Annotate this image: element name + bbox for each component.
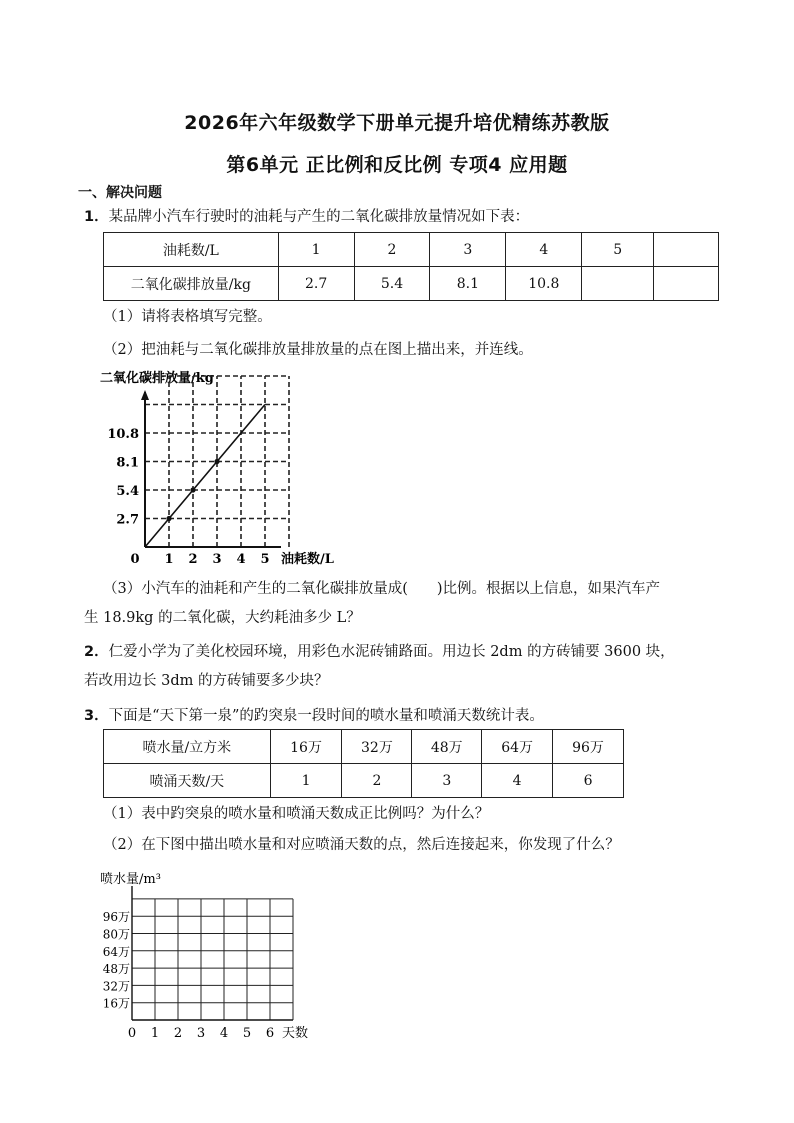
question-1 [84,206,529,228]
x-tick-label: 2 [188,552,198,567]
table-row [104,267,719,301]
table-cell: 1 [270,764,342,798]
chart-tick-labels [103,910,274,1041]
origin-label: 0 [130,552,140,567]
table-cell: 10.8 [506,267,582,301]
q1-sub3-line2: 生 18.9kg 的二氧化碳，大约耗油多少 L？ [84,610,361,626]
table-cell: 96万 [553,730,624,764]
x-tick-label: 4 [236,552,246,567]
question-text: 某品牌小汽车行驶时的油耗与产生的二氧化碳排放量情况如下表： [108,209,530,225]
question-number: 3． [84,708,109,724]
table-cell: 4 [482,764,553,798]
table-cell: 2.7 [278,267,354,301]
x-tick-label: 5 [242,1026,252,1041]
y-tick-label: 16万 [102,996,130,1011]
table-cell: 4 [506,233,582,267]
table-cell: 8.1 [430,267,506,301]
chart-xlabel: 天数 [282,1026,309,1041]
y-axis-arrow [141,390,149,400]
co2-chart [92,364,352,570]
q3-table [103,729,624,798]
chart-ylabel: 二氧化碳排放量/kg [100,371,214,386]
data-point [166,516,171,521]
question-text: 仁爱小学为了美化校园环境，用彩色水泥砖铺路面。用边长 2dm 的方砖铺要 3600 块， [108,644,675,660]
x-tick-label: 5 [260,552,270,567]
table-cell: 1 [278,233,354,267]
chart-axes [132,886,293,1020]
table-cell: 3 [430,233,506,267]
table-cell: 5.4 [354,267,430,301]
x-tick-label: 2 [173,1026,183,1041]
q3-sub1: （1）表中趵突泉的喷水量和喷涌天数成正比例吗？为什么？ [103,806,490,822]
question-text: 下面是“天下第一泉”的趵突泉一段时间的喷水量和喷涌天数统计表。 [108,708,544,724]
y-tick-label: 96万 [102,910,130,925]
table-row [104,764,624,798]
table-cell: 二氧化碳排放量/kg [104,267,279,301]
table-cell-blank [582,267,654,301]
x-tick-label: 3 [212,552,222,567]
table-cell: 3 [412,764,482,798]
table-cell: 5 [582,233,654,267]
water-chart [92,866,332,1046]
data-point [190,487,195,492]
table-cell: 油耗数/L [104,233,279,267]
x-tick-label: 3 [196,1026,206,1041]
series-line [145,405,265,548]
section-heading: 一、解决问题 [78,185,162,201]
x-tick-label: 6 [265,1026,275,1041]
question-3 [84,705,544,727]
page-title: 2026年六年级数学下册单元提升培优精练苏教版 [184,112,610,134]
table-cell-blank [654,267,719,301]
page-subtitle: 第6单元 正比例和反比例 专项4 应用题 [226,154,568,176]
y-tick-label: 80万 [102,927,130,942]
table-row [104,730,624,764]
y-tick-label: 8.1 [116,455,139,471]
table-cell: 6 [553,764,624,798]
question-number: 1． [84,209,109,225]
table-cell: 32万 [342,730,412,764]
table-cell: 2 [354,233,430,267]
q1-sub3-line1: （3）小汽车的油耗和产生的二氧化碳排放量成( )比例。根据以上信息，如果汽车产 [103,581,661,597]
x-tick-label: 1 [150,1026,160,1041]
data-point [214,459,219,464]
table-cell: 2 [342,764,412,798]
y-tick-label: 64万 [102,944,130,959]
y-tick-label: 10.8 [107,427,139,442]
table-cell: 64万 [482,730,553,764]
y-tick-label: 32万 [102,979,130,994]
q1-sub2: （2）把油耗与二氧化碳排放量排放量的点在图上描出来，并连线。 [103,342,533,358]
q1-sub1: （1）请将表格填写完整。 [103,309,272,325]
y-tick-label: 48万 [102,962,130,977]
question-2 [84,641,675,663]
x-tick-label: 4 [219,1026,229,1041]
chart-grid [132,899,293,1020]
origin-label: 0 [127,1026,137,1041]
chart-xlabel: 油耗数/L [281,552,334,567]
chart-series [145,405,265,548]
table-cell: 喷涌天数/天 [104,764,271,798]
table-cell: 16万 [270,730,342,764]
x-tick-label: 1 [164,552,174,567]
table-row [104,233,719,267]
q3-sub2: （2）在下图中描出喷水量和对应喷涌天数的点，然后连接起来，你发现了什么？ [103,837,620,853]
table-cell: 48万 [412,730,482,764]
chart-ylabel: 喷水量/m³ [100,872,161,887]
question-number: 2． [84,644,109,660]
y-tick-label: 5.4 [116,484,139,499]
table-cell: 喷水量/立方米 [104,730,271,764]
y-tick-label: 2.7 [116,512,139,528]
table-cell-blank [654,233,719,267]
q1-table [103,232,719,301]
question-2-line2: 若改用边长 3dm 的方砖铺要多少块？ [84,673,329,689]
